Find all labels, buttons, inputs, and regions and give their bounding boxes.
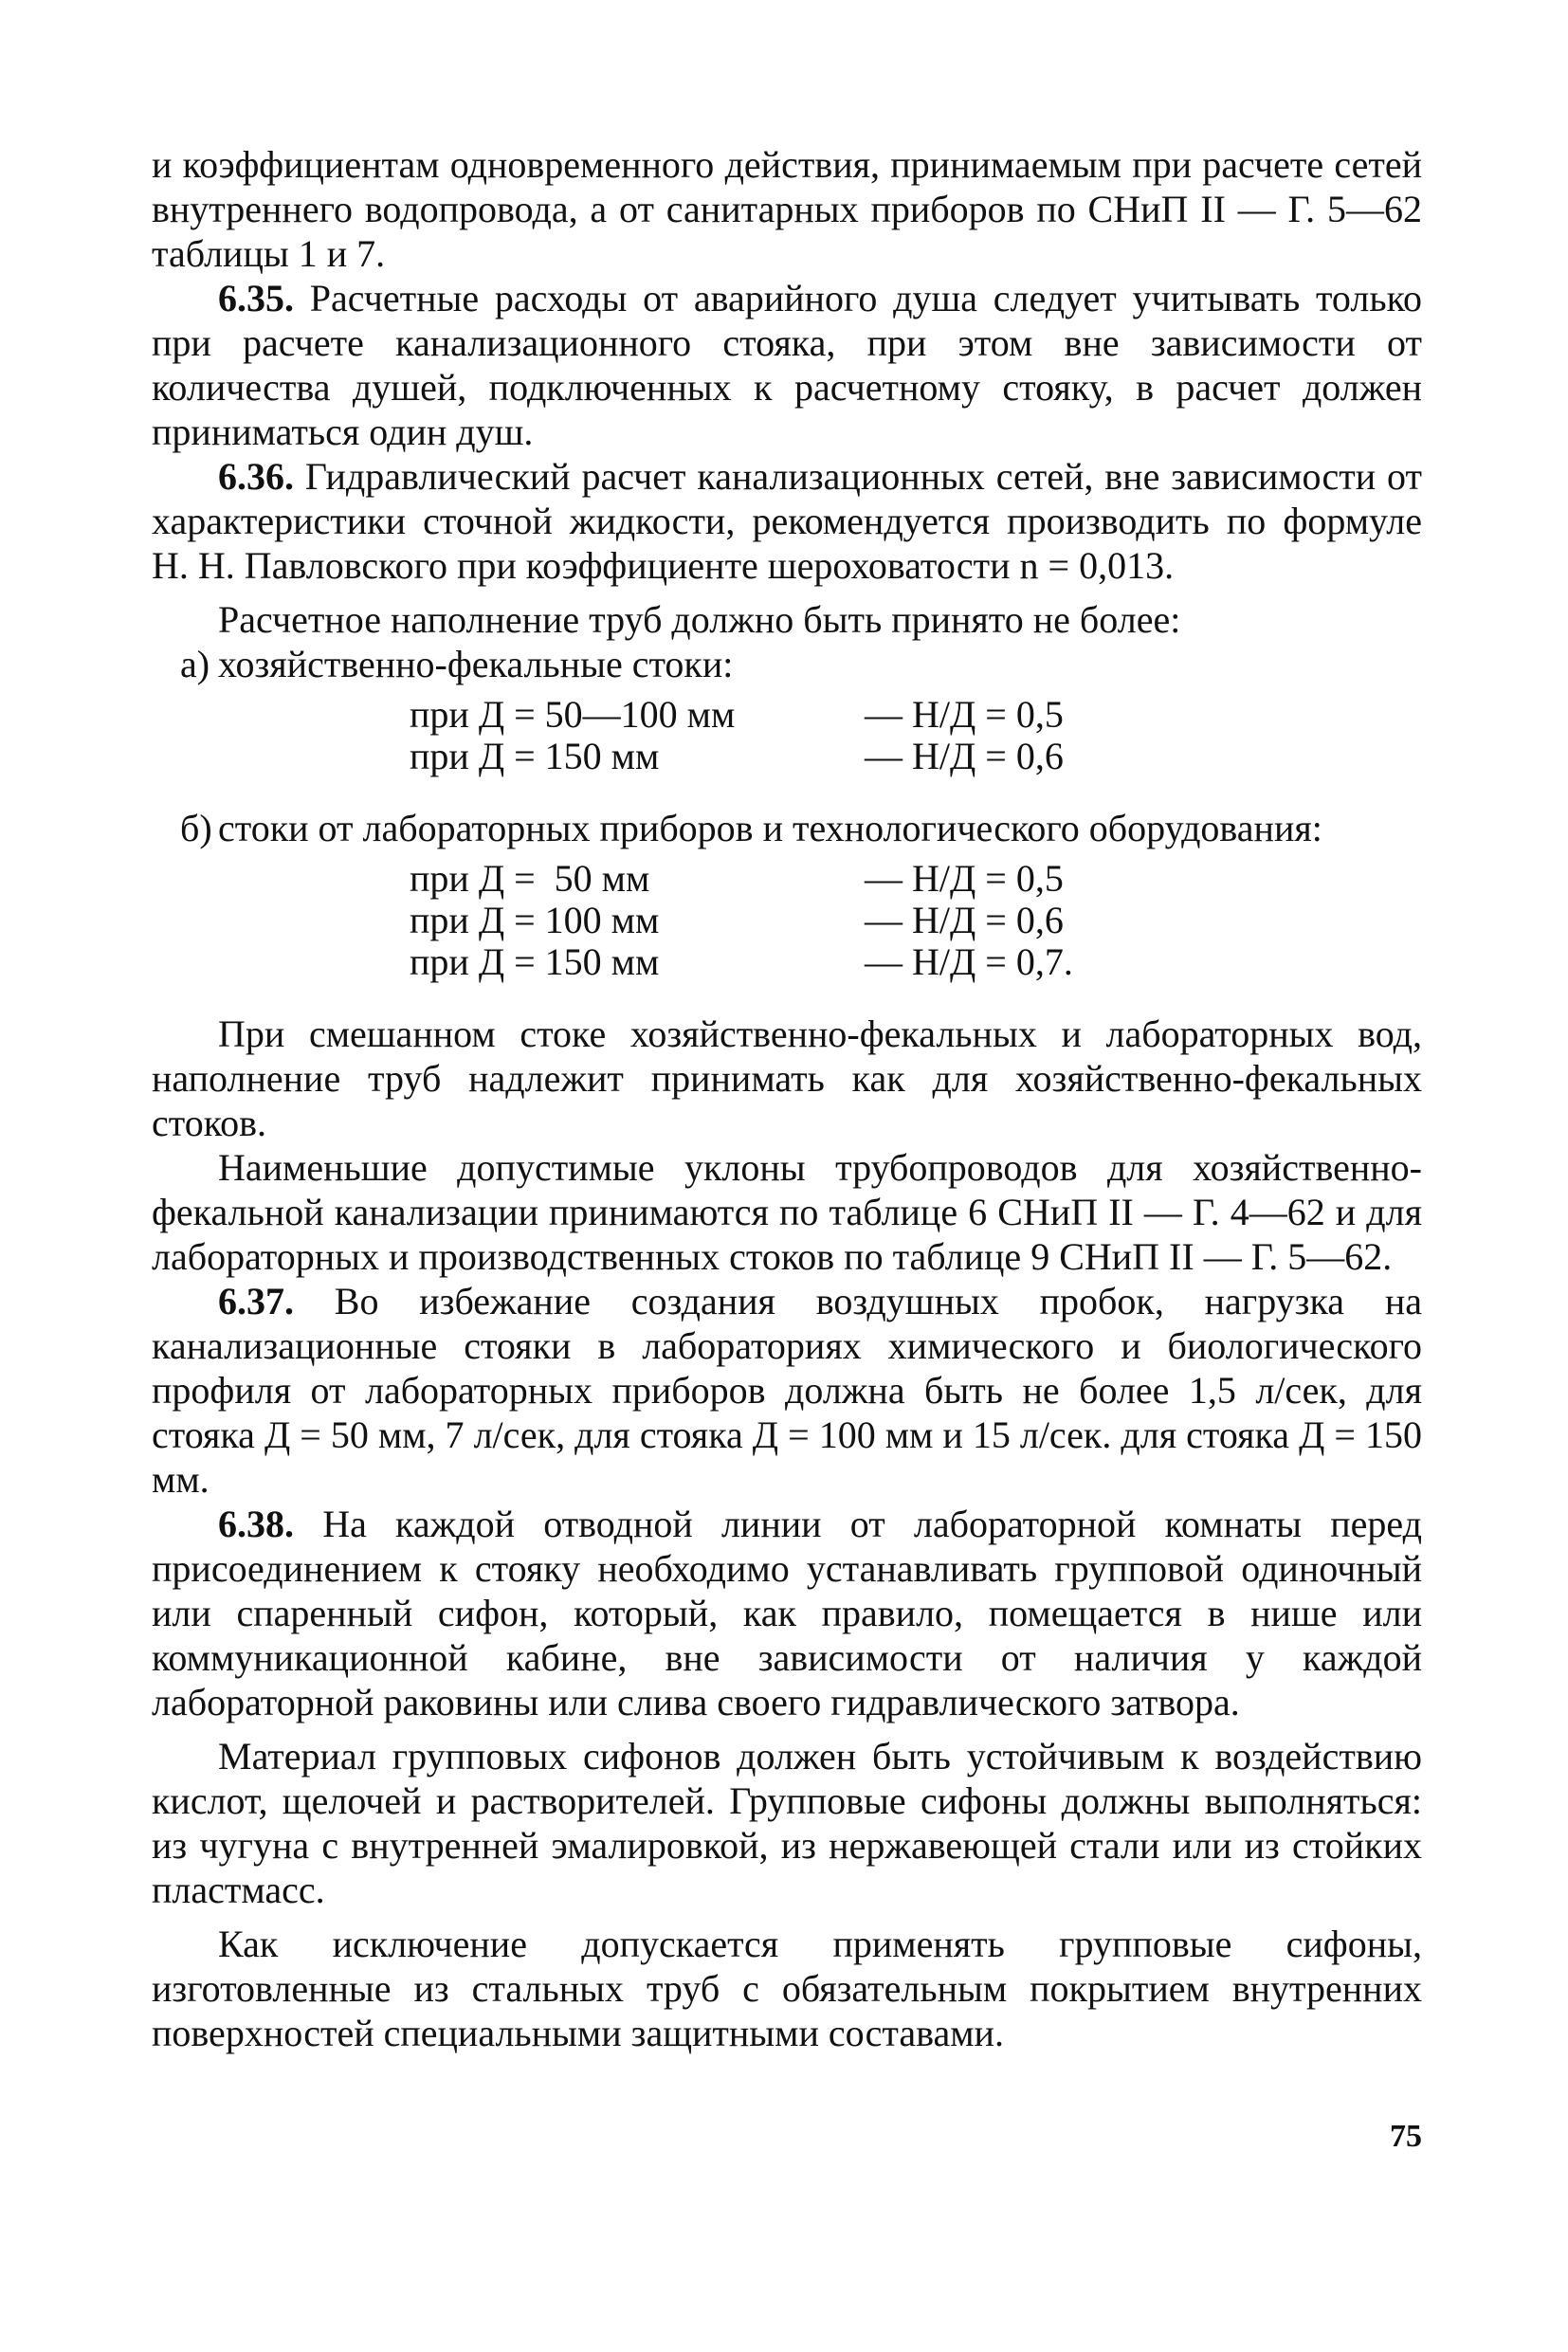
calc-value: — Н/Д = 0,5 bbox=[865, 857, 1064, 900]
paragraph-filling-intro bbox=[152, 597, 1422, 642]
paragraph-text: При смешанном стоке хозяйственно-фекальных и лабораторных вод, наполнение труб надлежит принимать как для хозяйственно-фекальных стоков. bbox=[152, 1012, 1422, 1144]
list-marker: а) bbox=[180, 643, 210, 685]
calc-value: — Н/Д = 0,5 bbox=[865, 693, 1064, 736]
paragraph-text: На каждой отводной линии от лабораторной комнаты перед присоединением к стояку необходимо устанавливать групповой одиночный или спаренный сифон, который, как правило, помещается в нише или коммуникационной кабине, вне зависимости от наличия у каждой лабораторной раковины или слива своего гидравлического затвора. bbox=[152, 1503, 1422, 1723]
calc-condition: при Д = 150 мм bbox=[410, 735, 660, 777]
paragraph-6-36 bbox=[152, 454, 1422, 588]
page-number: 75 bbox=[1390, 2119, 1422, 2154]
paragraph-text: Расчетное наполнение труб должно быть принято не более: bbox=[218, 598, 1181, 641]
paragraph-continuation bbox=[152, 142, 1422, 276]
paragraph-text: Материал групповых сифонов должен быть устойчивым к воздействию кислот, щелочей и растворителей. Групповые сифоны должны выполняться: из чугуна с внутренней эмалировкой, из нержавеющей стали или из стойких пластмасс. bbox=[152, 1735, 1422, 1911]
calc-block-b bbox=[152, 858, 1422, 983]
calc-condition: при Д = 100 мм bbox=[410, 899, 660, 941]
calc-row bbox=[152, 900, 1422, 941]
text-column bbox=[152, 142, 1422, 2055]
paragraph-text: Расчетные расходы от аварийного душа следует учитывать только при расчете канализационного стояка, при этом вне зависимости от количества душей, подключенных к расчетному стояку, в расчет должен приниматься один душ. bbox=[152, 277, 1422, 453]
calc-row bbox=[152, 858, 1422, 900]
calc-condition: при Д = 150 мм bbox=[410, 940, 660, 983]
paragraph-mixed-flow bbox=[152, 1012, 1422, 1145]
list-marker: б) bbox=[180, 807, 212, 849]
calc-row bbox=[152, 941, 1422, 983]
calc-condition: при Д = 50 мм bbox=[410, 857, 650, 900]
paragraph-text: и коэффициентам одновременного действия, принимаемым при расчете сетей внутреннего водопровода, а от санитарных приборов по СНиП II — Г. 5—62 таблицы 1 и 7. bbox=[152, 143, 1422, 275]
list-item-text: стоки от лабораторных приборов и технологического оборудования: bbox=[218, 807, 1322, 849]
paragraph-slopes bbox=[152, 1145, 1422, 1279]
paragraph-text: Наименьшие допустимые уклоны трубопроводов для хозяйственно-фекальной канализации принимаются по таблице 6 СНиП II — Г. 4—62 и для лабораторных и производственных стоков по таблице 9 СНиП II — Г. 5—62. bbox=[152, 1146, 1422, 1278]
section-number: 6.36. bbox=[218, 455, 294, 498]
section-number: 6.35. bbox=[218, 277, 294, 319]
section-number: 6.37. bbox=[218, 1280, 294, 1322]
paragraph-text: Гидравлический расчет канализационных сетей, вне зависимости от характеристики сточной жидкости, рекомендуется производить по формуле Н. Н. Павловского при коэффициенте шероховатости n = 0,013. bbox=[152, 455, 1422, 587]
calc-value: — Н/Д = 0,6 bbox=[865, 735, 1064, 777]
paragraph-6-38 bbox=[152, 1502, 1422, 1724]
calc-row bbox=[152, 694, 1422, 736]
section-number: 6.38. bbox=[218, 1503, 294, 1545]
calc-row bbox=[152, 736, 1422, 777]
calc-value: — Н/Д = 0,6 bbox=[865, 899, 1064, 941]
list-item-b bbox=[152, 806, 1422, 850]
list-item-text: хозяйственно-фекальные стоки: bbox=[218, 643, 734, 685]
paragraph-6-35 bbox=[152, 276, 1422, 454]
paragraph-6-37 bbox=[152, 1279, 1422, 1502]
calc-condition: при Д = 50—100 мм bbox=[410, 693, 736, 736]
paragraph-exception bbox=[152, 1922, 1422, 2055]
paragraph-text: Во избежание создания воздушных пробок, нагрузка на канализационные стояки в лабораториях химического и биологического профиля от лабораторных приборов должна быть не более 1,5 л/сек, для стояка Д = 50 мм, 7 л/сек, для стояка Д = 100 мм и 15 л/сек. для стояка Д = 150 мм. bbox=[152, 1280, 1422, 1501]
paragraph-siphon-material bbox=[152, 1734, 1422, 1912]
calc-value: — Н/Д = 0,7. bbox=[865, 940, 1073, 983]
paragraph-text: Как исключение допускается применять групповые сифоны, изготовленные из стальных труб с обязательным покрытием внутренних поверхностей специальными защитными составами. bbox=[152, 1923, 1422, 2054]
calc-block-a bbox=[152, 694, 1422, 777]
list-item-a bbox=[152, 642, 1422, 686]
